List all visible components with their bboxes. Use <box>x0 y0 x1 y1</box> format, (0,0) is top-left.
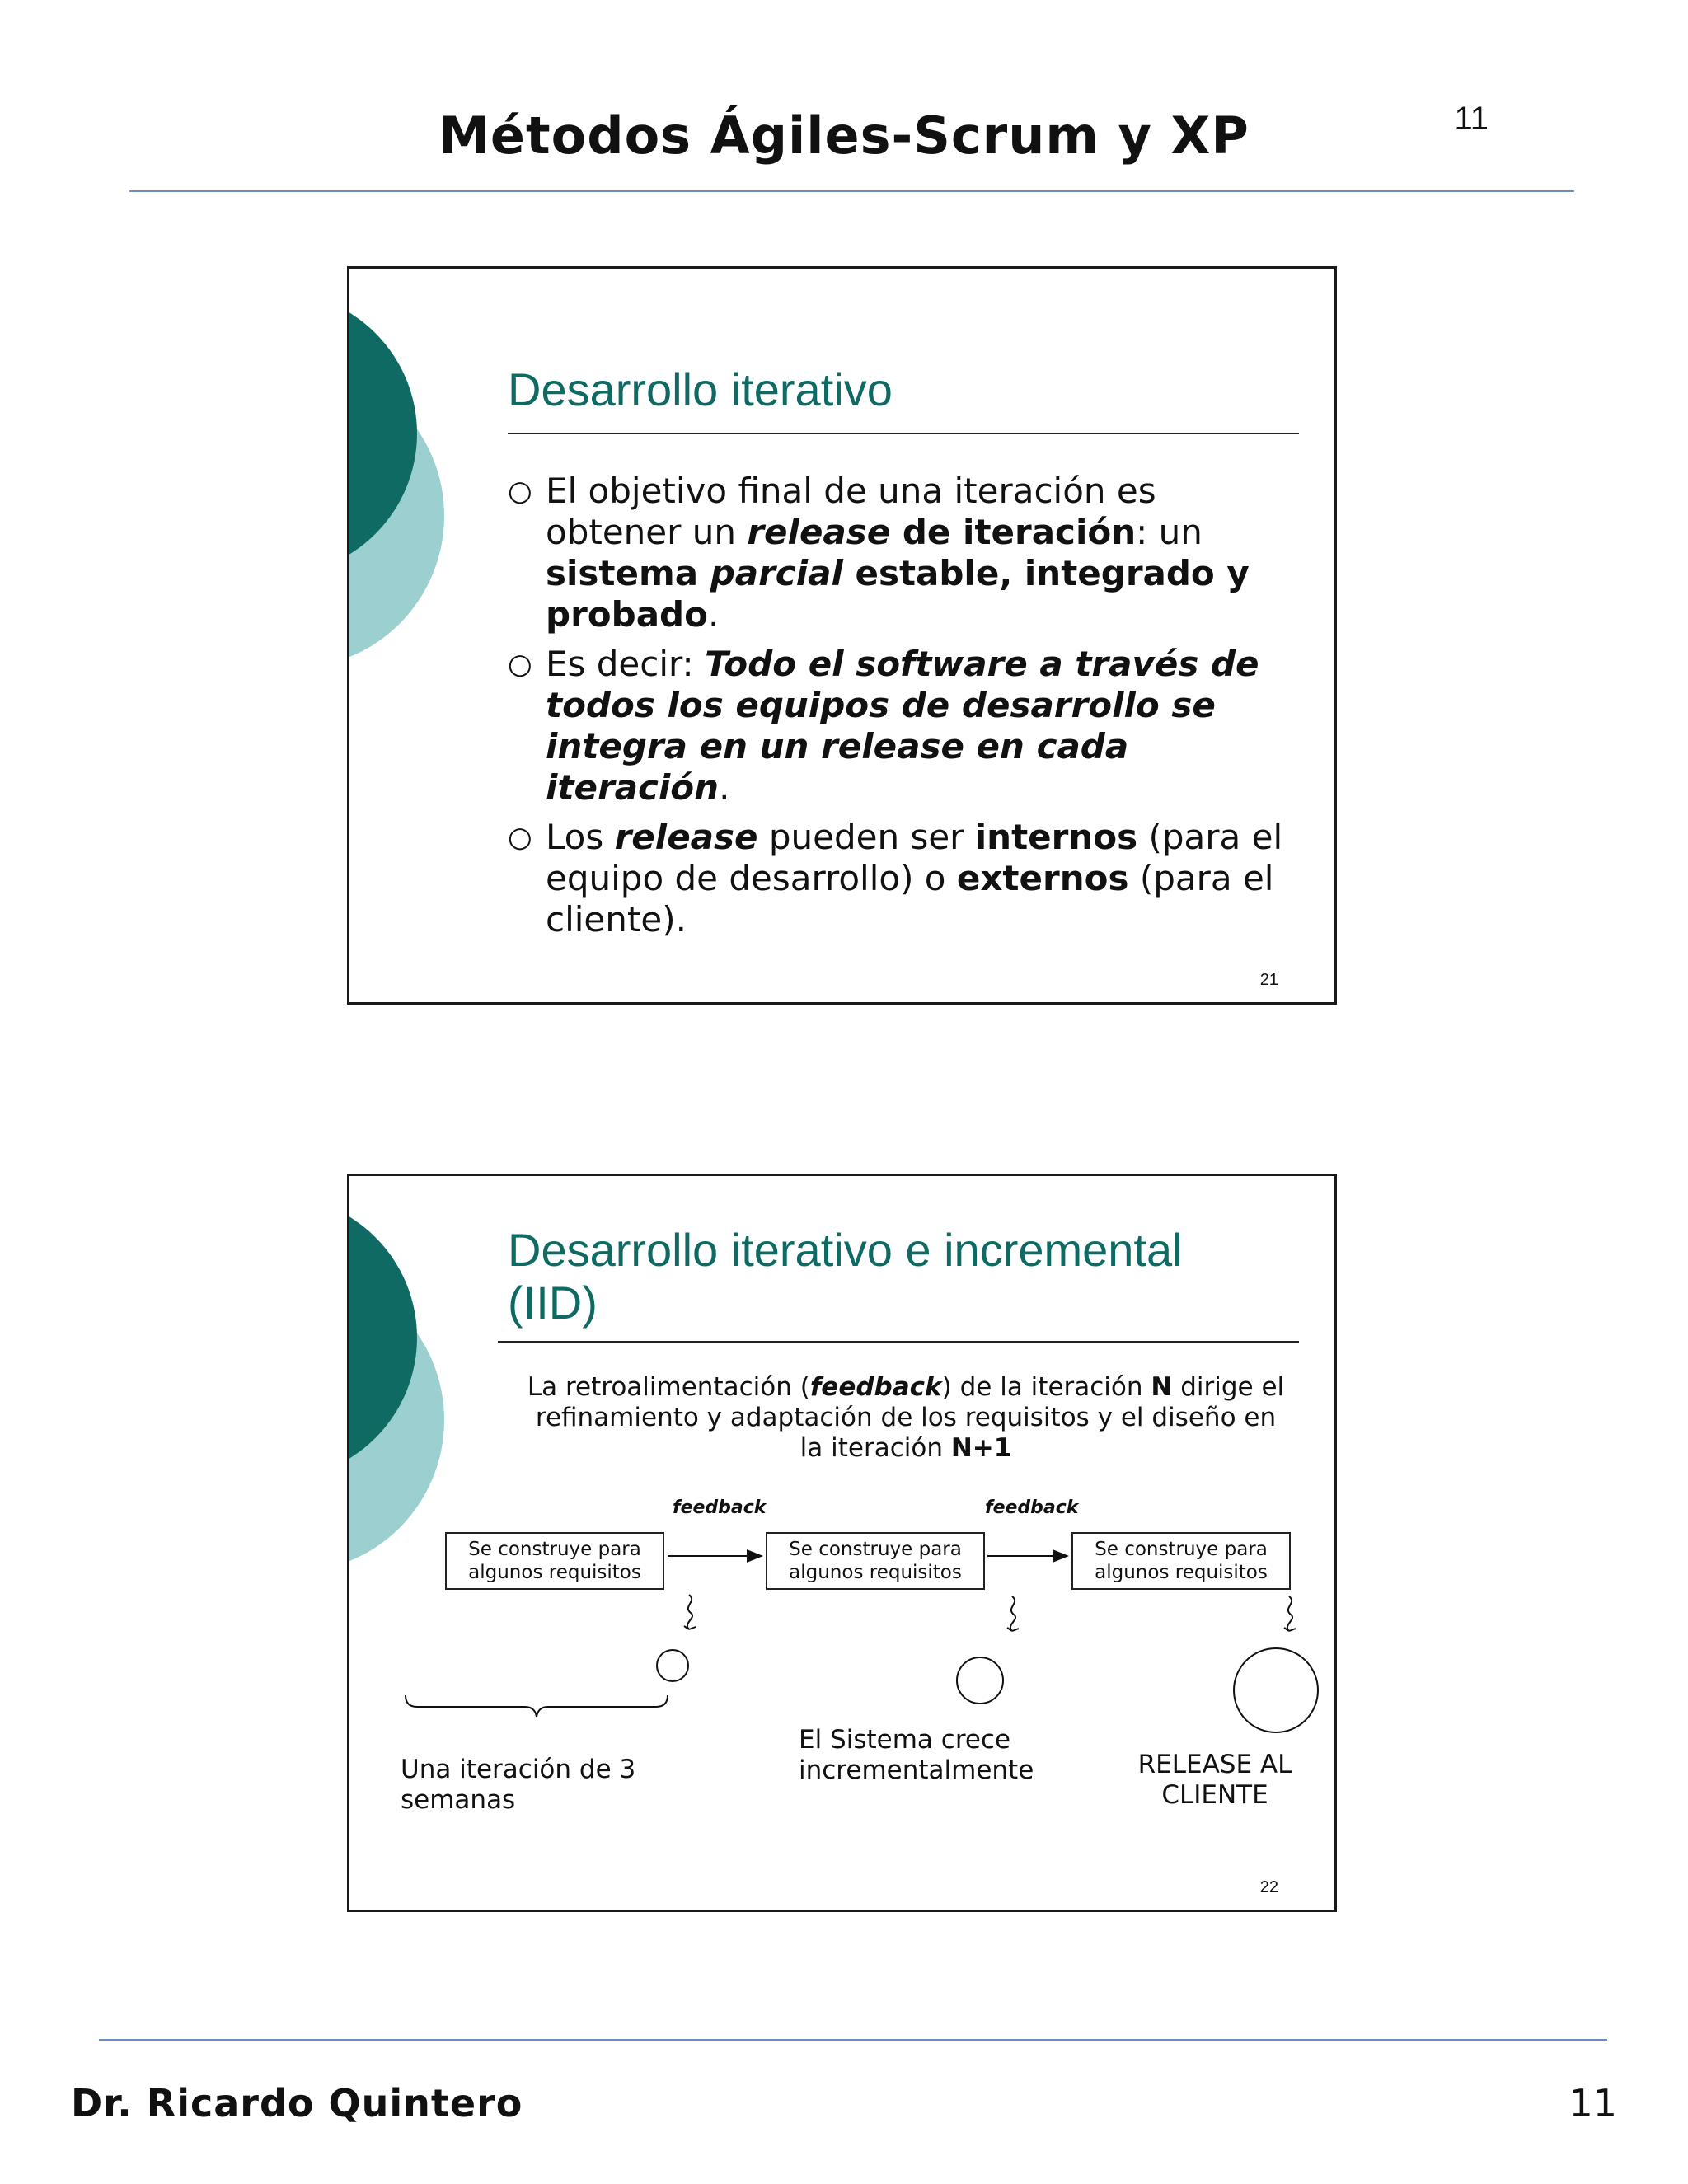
header-page-number: 11 <box>1454 101 1489 137</box>
list-item: ○ El objetivo final de una iteración es obtener un release de iteración: un sistema parcial estable, integrado y probado. <box>508 471 1250 635</box>
iteration-box: Se construye para algunos requisitos <box>445 1532 664 1590</box>
curly-arrow-icon <box>1007 1596 1019 1631</box>
list-item: ○ Es decir: Todo el software a través de todos los equipos de desarrollo se integra en un release en cada iteración. <box>508 644 1259 808</box>
iteration-box: Se construye para algunos requisitos <box>1071 1532 1291 1590</box>
curly-arrow-icon <box>1284 1596 1296 1631</box>
feedback-label: feedback <box>673 1497 767 1518</box>
caption-system-grows: El Sistema crece incrementalmente <box>799 1725 1034 1785</box>
brace-icon <box>406 1695 668 1717</box>
hollow-circle-bullet-icon: ○ <box>508 648 532 681</box>
iteration-box: Se construye para algunos requisitos <box>766 1532 985 1590</box>
hollow-circle-bullet-icon: ○ <box>508 821 532 854</box>
header-divider <box>129 190 1574 192</box>
slide-21 <box>347 266 1337 1005</box>
slide-number: 22 <box>1259 1878 1278 1896</box>
footer-author: Dr. Ricardo Quintero <box>71 2081 523 2125</box>
intro-text: La retroalimentación (feedback) de la iteración N dirige el refinamiento y adaptación de los requisitos y el diseño en la iteración N+1 <box>527 1372 1285 1463</box>
footer-divider <box>99 2039 1607 2041</box>
footer-page-number: 11 <box>1568 2081 1617 2125</box>
list-item: ○ Los release pueden ser internos (para el equipo de desarrollo) o externos (para el cliente). <box>508 817 1283 940</box>
document-title: Métodos Ágiles-Scrum y XP <box>438 105 1250 166</box>
curly-arrow-icon <box>684 1595 696 1629</box>
caption-iteration: Una iteración de 3 semanas <box>401 1755 636 1815</box>
large-system-circle <box>1234 1648 1318 1732</box>
feedback-label: feedback <box>985 1497 1079 1518</box>
bullet-list <box>508 471 1299 949</box>
medium-system-circle <box>957 1657 1003 1704</box>
slide-title: Desarrollo iterativo <box>508 363 893 415</box>
hollow-circle-bullet-icon: ○ <box>508 475 532 508</box>
slide-title: Desarrollo iterativo e incremental (IID) <box>508 1224 1183 1329</box>
slide-22 <box>347 1174 1337 1912</box>
small-system-circle <box>657 1650 688 1681</box>
slide-number: 21 <box>1259 971 1278 989</box>
slide-decoration-circles <box>349 269 448 648</box>
caption-release: RELEASE AL CLIENTE <box>1137 1750 1292 1810</box>
title-underline <box>508 433 1299 434</box>
